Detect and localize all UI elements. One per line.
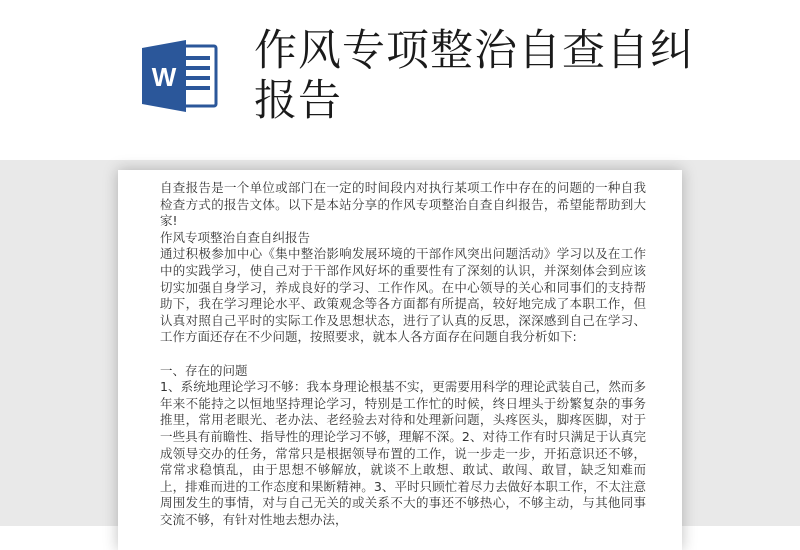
document-body — [160, 180, 646, 528]
document-title: 作风专项整治自查自纠报告 — [254, 26, 694, 126]
word-icon-letter: W — [151, 62, 177, 92]
body-paragraph: 通过积极参加中心《集中整治影响发展环境的干部作风突出问题活动》学习以及在工作中的实践学习，使自己对于干部作风好坏的重要性有了深刻的认识，并深刻体会到应该切实加强自身学习，养成良好的学习、工作作风。在中心领导的关心和同事们的支持帮助下，我在学习理论水平、政策观念等各方面都有所提高，较好地完成了本职工作，但认真对照自己平时的实际工作及思想状态，进行了认真的反思，深深感到自己在学习、工作方面还存在不少问题，按照要求，就本人各方面存在问题自我分析如下: — [160, 246, 646, 345]
blank-line — [160, 346, 646, 363]
section-heading: 一、存在的问题 — [160, 362, 248, 378]
intro-paragraph: 自查报告是一个单位或部门在一定的时间段内对执行某项工作中存在的问题的一种自我检查方式的报告文体。以下是本站分享的作风专项整治自查自纠报告，希望能帮助到大家! — [160, 180, 646, 229]
report-heading: 作风专项整治自查自纠报告 — [160, 229, 311, 245]
body-paragraph: 1、系统地理论学习不够：我本身理论根基不实，更需要用科学的理论武装自己，然而多年来不能持之以恒地坚持理论学习，特别是工作忙的时候，终日埋头于纷繁复杂的事务推里，常用老眼光、老办法、老经验去对待和处理新问题，头疼医头，脚疼医脚，对于一些具有前瞻性、指导性的理论学习不够，理解不深。2、对待工作有时只满足于认真完成领导交办的任务，常常只是根据领导布置的工作，说一步走一步，开拓意识还不够，常常求稳慎乱，由于思想不够解放，就谈不上敢想、敢试、敢闯、敢冒，缺乏知难而上，排难而进的工作态度和果断精神。3、平时只顾忙着尽力去做好本职工作，不太注意周围发生的事情，对与自己无关的或关系不大的事还不够热心，不够主动，与其他同事交流不够，有针对性地去想办法， — [160, 379, 646, 527]
word-document-icon — [142, 40, 220, 112]
header — [0, 0, 800, 160]
